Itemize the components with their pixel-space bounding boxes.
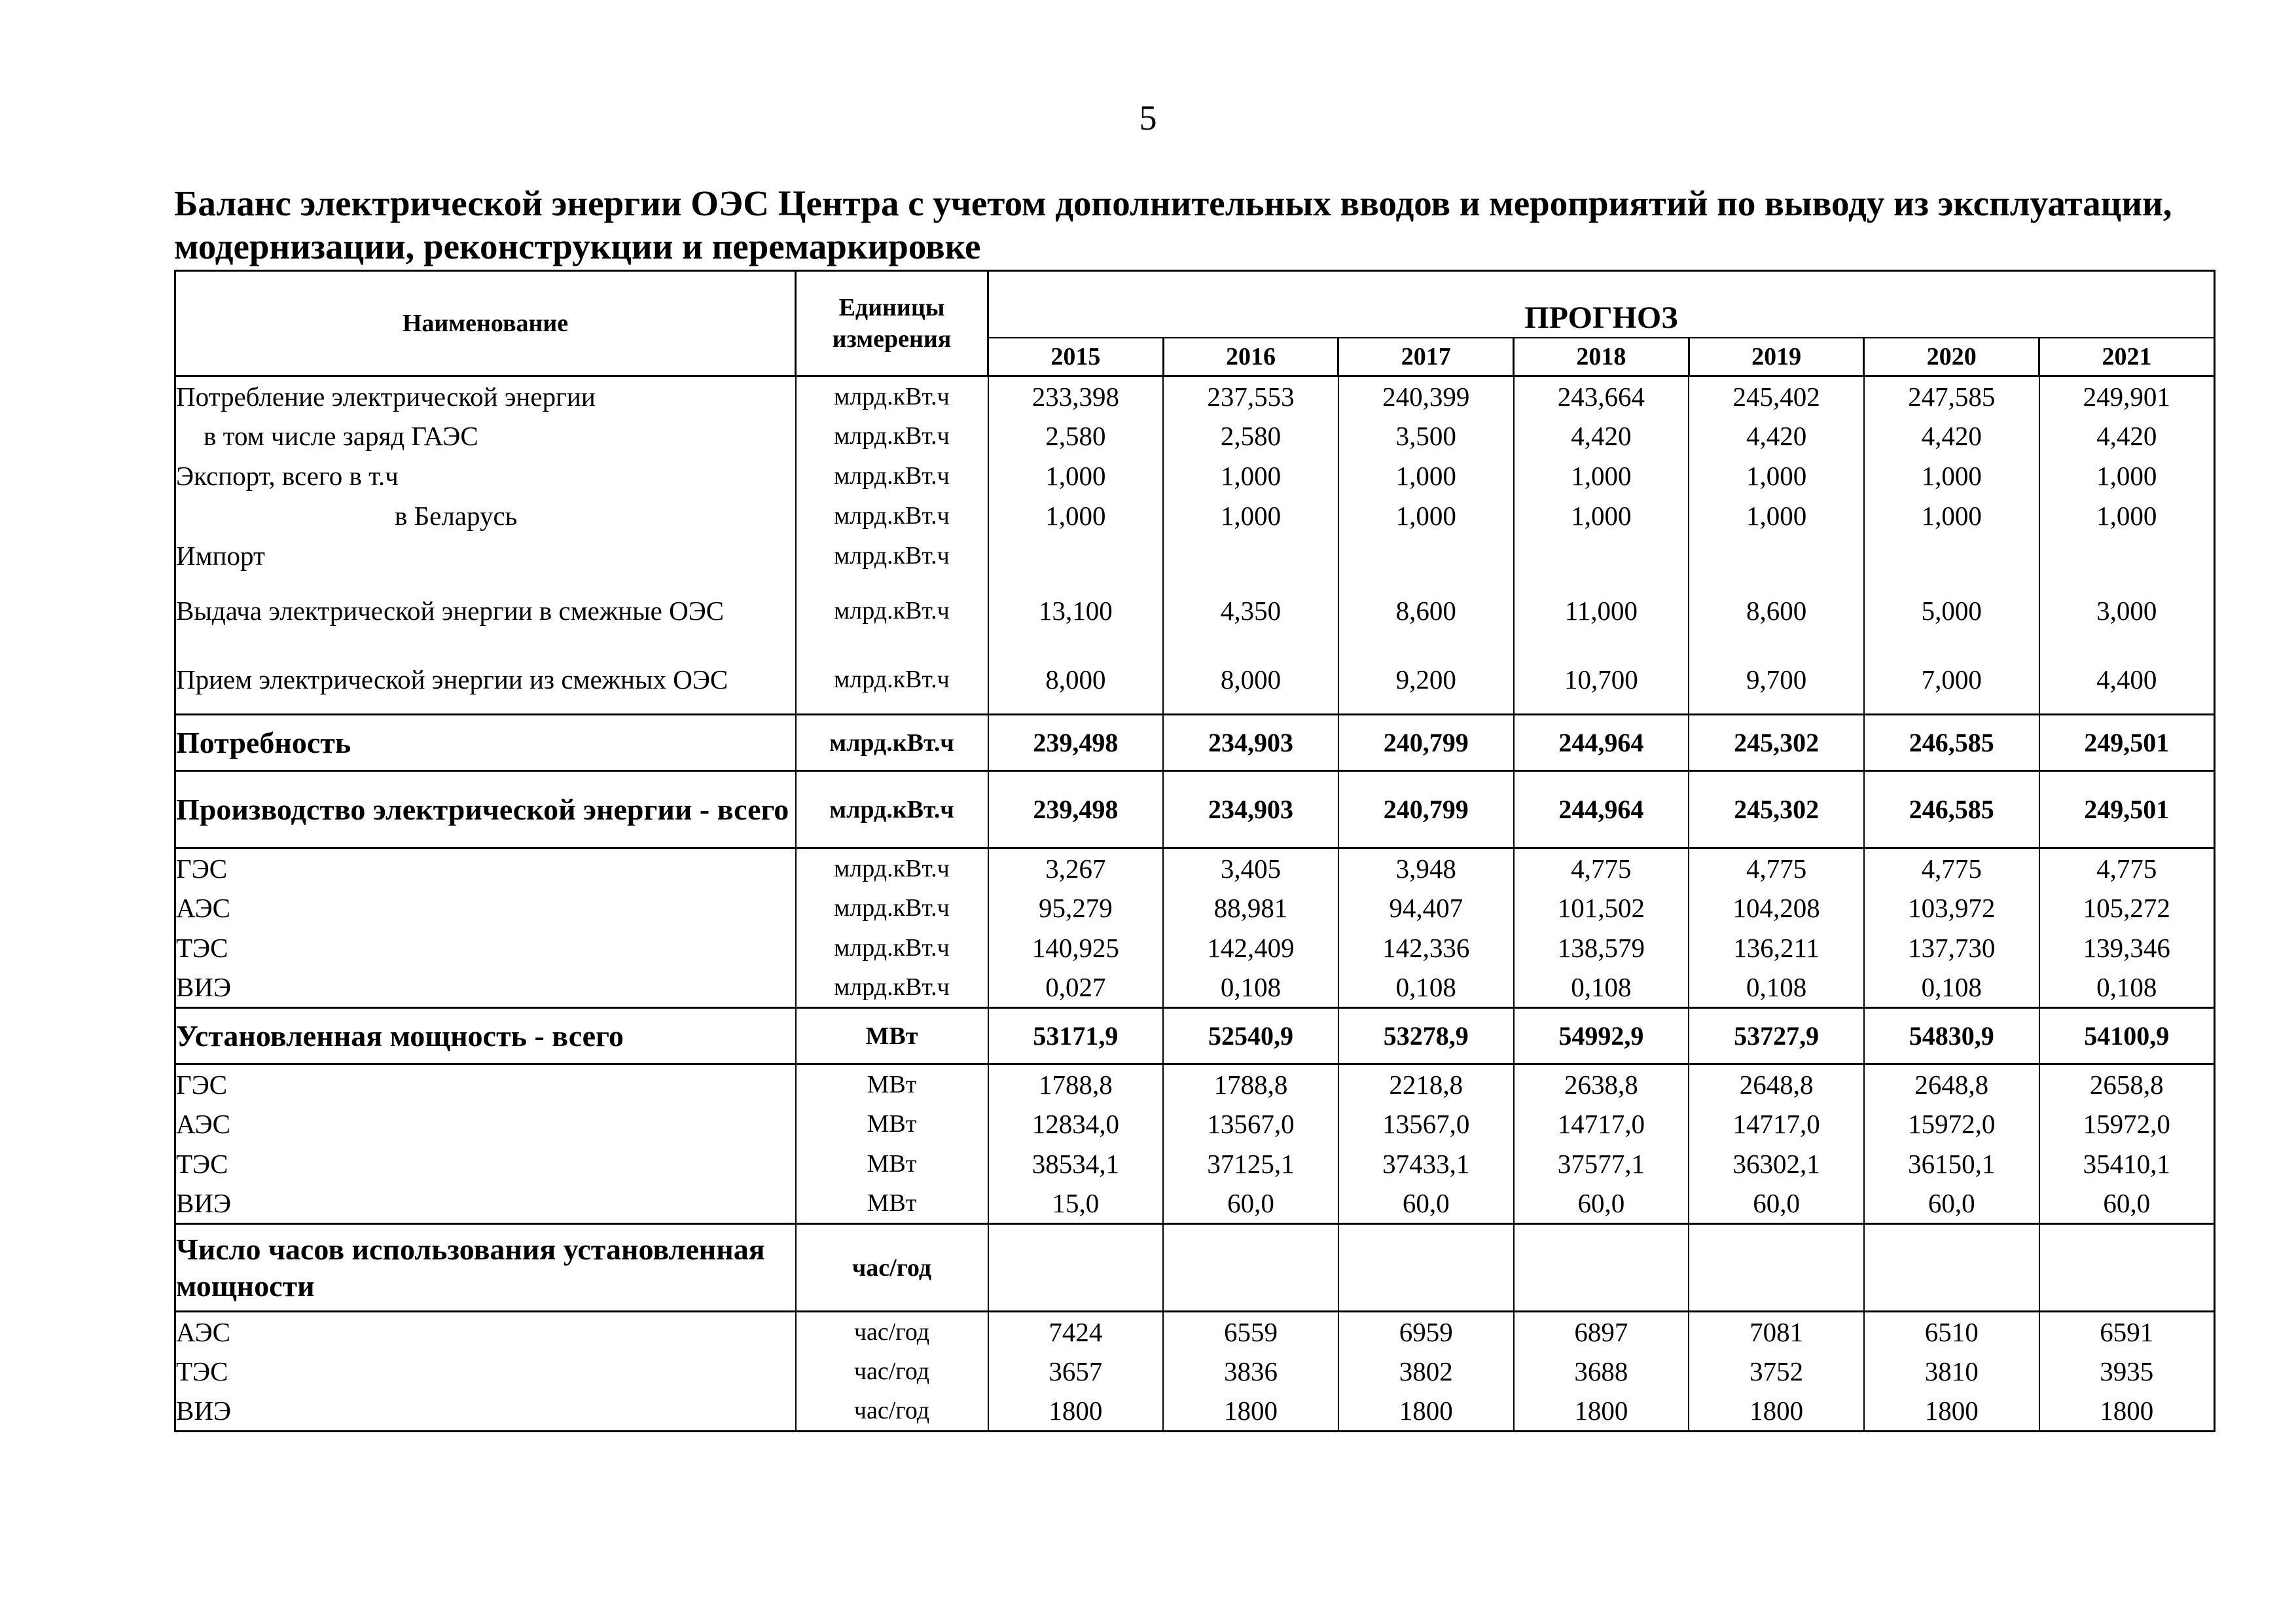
value-cell: 4,400 (2039, 645, 2215, 715)
energy-balance-table (174, 270, 2215, 1432)
value-cell: 1800 (1689, 1392, 1864, 1432)
column-header-year: 2016 (1163, 338, 1338, 376)
value-cell: 60,0 (1689, 1184, 1864, 1224)
row-unit: млрд.кВт.ч (796, 456, 988, 496)
row-name-text: Потребление электрической энергии (176, 381, 596, 412)
value-cell: 245,302 (1689, 771, 1864, 848)
row-unit: млрд.кВт.ч (796, 928, 988, 968)
table-row (175, 888, 2215, 928)
value-cell: 7,000 (1864, 645, 2039, 715)
value-cell: 1,000 (1338, 496, 1514, 536)
value-cell: 237,553 (1163, 376, 1338, 416)
value-cell: 101,502 (1514, 888, 1689, 928)
value-cell (1689, 1224, 1864, 1312)
table-body (175, 376, 2215, 1432)
row-name (175, 496, 796, 536)
value-cell: 1,000 (1163, 496, 1338, 536)
value-cell: 1800 (1514, 1392, 1689, 1432)
row-name-text: Установленная мощность - всего (176, 1019, 624, 1053)
value-cell: 249,501 (2039, 771, 2215, 848)
value-cell: 139,346 (2039, 928, 2215, 968)
value-cell: 14717,0 (1514, 1104, 1689, 1144)
value-cell: 1800 (1338, 1392, 1514, 1432)
value-cell: 4,775 (1864, 848, 2039, 888)
value-cell: 4,775 (2039, 848, 2215, 888)
value-cell: 4,775 (1514, 848, 1689, 888)
value-cell: 0,108 (2039, 968, 2215, 1008)
row-name-text: ГЭС (176, 1069, 228, 1100)
value-cell: 38534,1 (988, 1144, 1164, 1184)
value-cell: 3935 (2039, 1352, 2215, 1392)
row-name-text: Импорт (176, 541, 265, 571)
value-cell (1163, 536, 1338, 576)
value-cell: 0,027 (988, 968, 1164, 1008)
column-header-year: 2018 (1514, 338, 1689, 376)
column-header-unit: Единицы измерения (796, 271, 988, 376)
value-cell: 103,972 (1864, 888, 2039, 928)
value-cell: 1800 (1864, 1392, 2039, 1432)
value-cell: 13567,0 (1338, 1104, 1514, 1144)
value-cell: 5,000 (1864, 576, 2039, 645)
row-name (175, 771, 796, 848)
value-cell: 239,498 (988, 715, 1164, 771)
table-row (175, 536, 2215, 576)
row-name-text: ВИЭ (176, 1188, 232, 1219)
value-cell: 54830,9 (1864, 1008, 2039, 1064)
value-cell: 234,903 (1163, 771, 1338, 848)
row-name-text: ТЭС (176, 933, 228, 963)
table-row (175, 715, 2215, 771)
row-unit: млрд.кВт.ч (796, 645, 988, 715)
value-cell: 3688 (1514, 1352, 1689, 1392)
value-cell (2039, 1224, 2215, 1312)
row-name-text: Потребность (176, 725, 351, 759)
value-cell: 14717,0 (1689, 1104, 1864, 1144)
row-unit: МВт (796, 1064, 988, 1104)
value-cell: 4,350 (1163, 576, 1338, 645)
value-cell: 233,398 (988, 376, 1164, 416)
column-header-year: 2021 (2039, 338, 2215, 376)
row-name-text: Производство электрической энергии - всего (176, 792, 789, 826)
value-cell: 94,407 (1338, 888, 1514, 928)
column-header-forecast: ПРОГНОЗ (988, 271, 2215, 338)
value-cell: 3752 (1689, 1352, 1864, 1392)
row-name (175, 416, 796, 456)
value-cell (1864, 1224, 2039, 1312)
value-cell: 60,0 (1514, 1184, 1689, 1224)
table-row (175, 645, 2215, 715)
table-row (175, 1352, 2215, 1392)
row-name (175, 1008, 796, 1064)
value-cell: 53171,9 (988, 1008, 1164, 1064)
value-cell: 11,000 (1514, 576, 1689, 645)
value-cell (1864, 536, 2039, 576)
value-cell: 240,399 (1338, 376, 1514, 416)
value-cell: 6959 (1338, 1312, 1514, 1352)
value-cell: 240,799 (1338, 771, 1514, 848)
value-cell: 245,402 (1689, 376, 1864, 416)
value-cell: 1800 (2039, 1392, 2215, 1432)
value-cell: 0,108 (1163, 968, 1338, 1008)
value-cell: 35410,1 (2039, 1144, 2215, 1184)
value-cell: 4,420 (2039, 416, 2215, 456)
value-cell: 246,585 (1864, 771, 2039, 848)
row-unit: час/год (796, 1224, 988, 1312)
value-cell: 10,700 (1514, 645, 1689, 715)
row-name-text: Экспорт, всего в т.ч (176, 461, 399, 491)
row-name (175, 576, 796, 645)
column-header-year: 2019 (1689, 338, 1864, 376)
value-cell: 53278,9 (1338, 1008, 1514, 1064)
value-cell: 6510 (1864, 1312, 2039, 1352)
value-cell: 142,409 (1163, 928, 1338, 968)
value-cell (988, 1224, 1164, 1312)
table-row (175, 1392, 2215, 1432)
row-name (175, 456, 796, 496)
value-cell: 104,208 (1689, 888, 1864, 928)
value-cell: 1,000 (1689, 496, 1864, 536)
value-cell: 1,000 (988, 496, 1164, 536)
value-cell (1338, 536, 1514, 576)
value-cell: 13567,0 (1163, 1104, 1338, 1144)
column-header-year: 2017 (1338, 338, 1514, 376)
value-cell: 6559 (1163, 1312, 1338, 1352)
row-name-text: Выдача электрической энергии в смежные ОЭС (176, 595, 725, 626)
value-cell: 15,0 (988, 1184, 1164, 1224)
value-cell: 2648,8 (1689, 1064, 1864, 1104)
row-name (175, 1352, 796, 1392)
value-cell: 245,302 (1689, 715, 1864, 771)
value-cell: 60,0 (1338, 1184, 1514, 1224)
value-cell: 1,000 (1864, 496, 2039, 536)
value-cell: 1,000 (1514, 456, 1689, 496)
value-cell: 12834,0 (988, 1104, 1164, 1144)
row-unit: млрд.кВт.ч (796, 888, 988, 928)
value-cell: 2638,8 (1514, 1064, 1689, 1104)
row-name (175, 928, 796, 968)
value-cell: 1,000 (1163, 456, 1338, 496)
row-name (175, 1064, 796, 1104)
row-unit: млрд.кВт.ч (796, 848, 988, 888)
value-cell: 240,799 (1338, 715, 1514, 771)
table-row (175, 1184, 2215, 1224)
row-name (175, 645, 796, 715)
value-cell: 3,000 (2039, 576, 2215, 645)
value-cell: 3802 (1338, 1352, 1514, 1392)
row-name-text: АЭС (176, 1109, 231, 1139)
value-cell: 105,272 (2039, 888, 2215, 928)
value-cell (988, 536, 1164, 576)
value-cell: 6591 (2039, 1312, 2215, 1352)
column-header-year: 2020 (1864, 338, 2039, 376)
value-cell: 1,000 (2039, 456, 2215, 496)
row-unit: млрд.кВт.ч (796, 376, 988, 416)
row-name (175, 1392, 796, 1432)
value-cell: 3,267 (988, 848, 1164, 888)
row-name-text: ВИЭ (176, 972, 232, 1003)
value-cell: 247,585 (1864, 376, 2039, 416)
row-name (175, 848, 796, 888)
value-cell: 1,000 (1514, 496, 1689, 536)
value-cell: 4,420 (1514, 416, 1689, 456)
table-row (175, 848, 2215, 888)
value-cell: 2218,8 (1338, 1064, 1514, 1104)
value-cell: 8,600 (1338, 576, 1514, 645)
value-cell: 243,664 (1514, 376, 1689, 416)
row-name (175, 1184, 796, 1224)
table-row (175, 1144, 2215, 1184)
row-unit: млрд.кВт.ч (796, 536, 988, 576)
value-cell: 54100,9 (2039, 1008, 2215, 1064)
row-unit: млрд.кВт.ч (796, 576, 988, 645)
row-unit: МВт (796, 1184, 988, 1224)
value-cell: 1800 (1163, 1392, 1338, 1432)
table-row (175, 771, 2215, 848)
value-cell: 37433,1 (1338, 1144, 1514, 1184)
value-cell: 4,420 (1864, 416, 2039, 456)
row-name-text: АЭС (176, 893, 231, 923)
value-cell: 9,700 (1689, 645, 1864, 715)
value-cell: 37125,1 (1163, 1144, 1338, 1184)
table-row (175, 1064, 2215, 1104)
value-cell: 2,580 (988, 416, 1164, 456)
value-cell: 36302,1 (1689, 1144, 1864, 1184)
value-cell: 60,0 (1163, 1184, 1338, 1224)
document-title: Баланс электрической энергии ОЭС Центра с учетом дополнительных вводов и мероприятий по выводу из эксплуатации, модернизации, реконструкции и перемаркировке (174, 183, 2172, 266)
row-name-text: в том числе заряд ГАЭС (204, 421, 478, 451)
value-cell: 3810 (1864, 1352, 2039, 1392)
value-cell: 7081 (1689, 1312, 1864, 1352)
value-cell (1163, 1224, 1338, 1312)
row-name (175, 376, 796, 416)
value-cell: 3657 (988, 1352, 1164, 1392)
column-header-year: 2015 (988, 338, 1164, 376)
row-name (175, 1104, 796, 1144)
table-row (175, 456, 2215, 496)
row-name (175, 1312, 796, 1352)
row-name-text: Число часов использования установленная мощности (176, 1232, 765, 1303)
value-cell: 13,100 (988, 576, 1164, 645)
row-unit: млрд.кВт.ч (796, 715, 988, 771)
value-cell: 60,0 (1864, 1184, 2039, 1224)
row-name-text: ВИЭ (176, 1396, 232, 1426)
value-cell: 8,000 (1163, 645, 1338, 715)
value-cell: 95,279 (988, 888, 1164, 928)
value-cell: 1,000 (1338, 456, 1514, 496)
value-cell: 249,501 (2039, 715, 2215, 771)
value-cell (1689, 536, 1864, 576)
value-cell: 15972,0 (2039, 1104, 2215, 1144)
row-unit: млрд.кВт.ч (796, 496, 988, 536)
table-row (175, 576, 2215, 645)
value-cell: 136,211 (1689, 928, 1864, 968)
value-cell: 88,981 (1163, 888, 1338, 928)
row-name-text: Прием электрической энергии из смежных ОЭС (176, 664, 728, 695)
table-row (175, 1312, 2215, 1352)
value-cell (1514, 1224, 1689, 1312)
value-cell: 53727,9 (1689, 1008, 1864, 1064)
value-cell: 249,901 (2039, 376, 2215, 416)
value-cell: 0,108 (1514, 968, 1689, 1008)
value-cell: 3,405 (1163, 848, 1338, 888)
value-cell: 7424 (988, 1312, 1164, 1352)
row-name-text: в Беларусь (395, 501, 518, 531)
row-unit: МВт (796, 1144, 988, 1184)
value-cell: 0,108 (1689, 968, 1864, 1008)
value-cell: 4,775 (1689, 848, 1864, 888)
value-cell: 8,000 (988, 645, 1164, 715)
value-cell: 52540,9 (1163, 1008, 1338, 1064)
row-unit: час/год (796, 1352, 988, 1392)
table-row (175, 928, 2215, 968)
value-cell: 15972,0 (1864, 1104, 2039, 1144)
value-cell: 1,000 (1864, 456, 2039, 496)
row-name-text: ГЭС (176, 853, 228, 884)
table-row (175, 416, 2215, 456)
row-name (175, 1144, 796, 1184)
row-unit: МВт (796, 1104, 988, 1144)
value-cell: 1,000 (1689, 456, 1864, 496)
value-cell (2039, 536, 2215, 576)
value-cell: 1,000 (2039, 496, 2215, 536)
row-name-text: ТЭС (176, 1149, 228, 1179)
row-name (175, 715, 796, 771)
value-cell: 244,964 (1514, 771, 1689, 848)
value-cell: 8,600 (1689, 576, 1864, 645)
value-cell: 1800 (988, 1392, 1164, 1432)
row-name-text: АЭС (176, 1316, 231, 1347)
table-row (175, 496, 2215, 536)
value-cell: 1788,8 (1163, 1064, 1338, 1104)
row-name (175, 536, 796, 576)
page-number: 5 (1139, 98, 1157, 137)
value-cell: 1,000 (988, 456, 1164, 496)
value-cell: 246,585 (1864, 715, 2039, 771)
value-cell: 2648,8 (1864, 1064, 2039, 1104)
table-row (175, 1224, 2215, 1312)
table-row (175, 376, 2215, 416)
row-unit: час/год (796, 1312, 988, 1352)
value-cell: 3836 (1163, 1352, 1338, 1392)
row-name (175, 968, 796, 1008)
value-cell (1514, 536, 1689, 576)
value-cell: 239,498 (988, 771, 1164, 848)
row-unit: млрд.кВт.ч (796, 771, 988, 848)
value-cell: 4,420 (1689, 416, 1864, 456)
table-row (175, 1104, 2215, 1144)
value-cell: 9,200 (1338, 645, 1514, 715)
row-name (175, 1224, 796, 1312)
row-name-text: ТЭС (176, 1356, 228, 1386)
value-cell: 244,964 (1514, 715, 1689, 771)
table-row (175, 968, 2215, 1008)
row-unit: МВт (796, 1008, 988, 1064)
value-cell (1338, 1224, 1514, 1312)
value-cell: 6897 (1514, 1312, 1689, 1352)
row-name (175, 888, 796, 928)
value-cell: 0,108 (1338, 968, 1514, 1008)
value-cell: 37577,1 (1514, 1144, 1689, 1184)
row-unit: час/год (796, 1392, 988, 1432)
value-cell: 2,580 (1163, 416, 1338, 456)
value-cell: 234,903 (1163, 715, 1338, 771)
value-cell: 36150,1 (1864, 1144, 2039, 1184)
value-cell: 3,500 (1338, 416, 1514, 456)
value-cell: 138,579 (1514, 928, 1689, 968)
value-cell: 60,0 (2039, 1184, 2215, 1224)
value-cell: 140,925 (988, 928, 1164, 968)
value-cell: 2658,8 (2039, 1064, 2215, 1104)
table-row (175, 1008, 2215, 1064)
value-cell: 137,730 (1864, 928, 2039, 968)
row-unit: млрд.кВт.ч (796, 968, 988, 1008)
value-cell: 142,336 (1338, 928, 1514, 968)
column-header-name: Наименование (175, 271, 796, 376)
row-unit: млрд.кВт.ч (796, 416, 988, 456)
value-cell: 54992,9 (1514, 1008, 1689, 1064)
value-cell: 3,948 (1338, 848, 1514, 888)
value-cell: 1788,8 (988, 1064, 1164, 1104)
value-cell: 0,108 (1864, 968, 2039, 1008)
